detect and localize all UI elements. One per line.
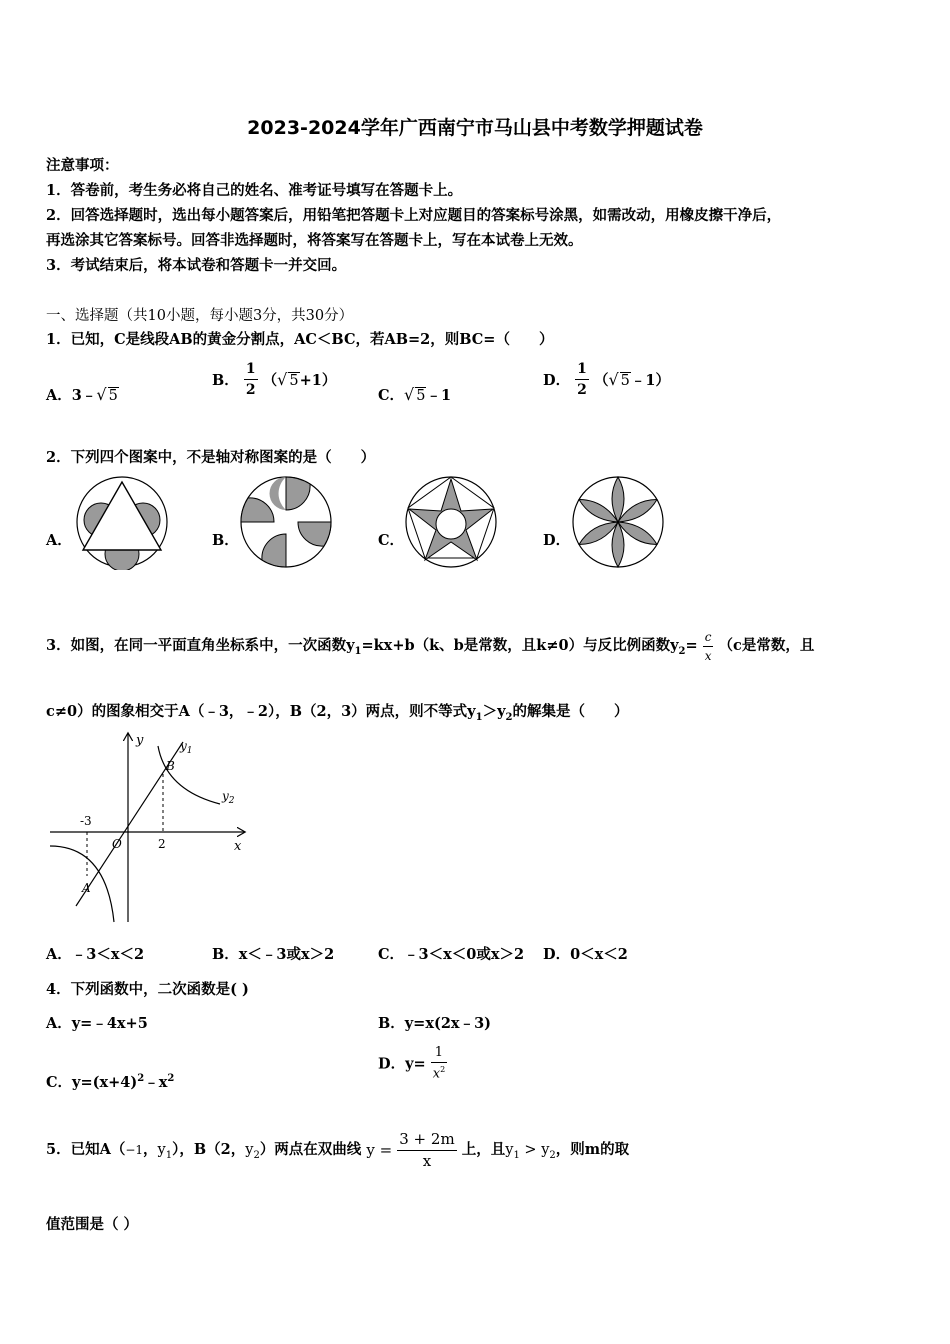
page-title: 2023-2024学年广西南宁市马山县中考数学押题试卷 <box>247 117 703 139</box>
label-origin: O <box>112 837 122 851</box>
q3-stem-line2: c≠0）的图象相交于A（﹣3，﹣2），B（2，3）两点，则不等式$y_1>y_2$的解集是（ ） <box>46 703 629 723</box>
q3-option-d: D．0＜x＜2 <box>543 946 628 963</box>
q2-label-c: C． <box>378 532 405 549</box>
q1-stem: 1．已知，C是线段AB的黄金分割点，AC＜BC，若AB=2，则BC=（ ） <box>46 331 554 348</box>
q1-option-a: A．3﹣√ 5 <box>46 385 118 404</box>
q2-figure-b <box>238 474 334 570</box>
q1-option-d: D． $\frac{1}{2}$ （√ 5﹣1） <box>543 361 670 398</box>
label-y1: $y_1$ <box>180 739 193 756</box>
q3-option-a: A．﹣3＜x＜2 <box>46 946 145 963</box>
q4-stem: 4．下列函数中，二次函数是( ) <box>46 981 249 998</box>
q1-option-c: C．√ 5﹣1 <box>378 385 452 404</box>
label-2: 2 <box>158 837 166 851</box>
label-b: B <box>166 759 175 773</box>
label-y: y <box>136 733 144 748</box>
q3-stem-line1: 3．如图，在同一平面直角坐标系中，一次函数$y_1=kx+b(k$、b是常数，且k≠0）与反比例函数$y_2=$ $\frac{c}{x}$ （c是常数，且 <box>46 629 815 663</box>
q4-option-a: A．y=﹣4x+5 <box>46 1015 148 1032</box>
label-neg3: -3 <box>80 814 92 828</box>
label-y2: $y_2$ <box>222 789 235 806</box>
notice-item-3: 3．考试结束后，将本试卷和答题卡一并交回。 <box>46 257 347 274</box>
q3-option-c: C．﹣3＜x＜0或x＞2 <box>378 946 525 963</box>
q2-label-d: D． <box>543 532 571 549</box>
q3-option-b: B．x＜﹣3或x＞2 <box>212 946 335 963</box>
section-heading: 一、选择题（共10小题，每小题3分，共30分） <box>46 308 354 324</box>
q2-figure-a <box>74 474 170 570</box>
q4-option-c: C．$y=(x+4)^2﹣x^2$ <box>46 1073 175 1091</box>
q2-label-a: A． <box>46 532 72 549</box>
q2-figure-c <box>403 474 499 570</box>
label-x: x <box>234 839 242 854</box>
notice-item-1: 1．答卷前，考生务必将自己的姓名、准考证号填写在答题卡上。 <box>46 182 463 199</box>
q5-stem-line2: 值范围是（ ） <box>46 1216 139 1233</box>
q3-graph <box>46 728 250 926</box>
label-a: A <box>82 881 91 895</box>
q4-option-d: D．y= $\frac{1}{x^2}$ <box>378 1045 446 1082</box>
q5-stem-line1: 5．已知A（−1，$y_1$），B（2，$y_2$）两点在双曲线 y = $\frac{3 + 2m}{x}$ 上，且$y_1 > y_2$，则m的取 <box>46 1129 630 1170</box>
notice-item-2: 2．回答选择题时，选出每小题答案后，用铅笔把答题卡上对应题目的答案标号涂黑，如需改动，用橡皮擦干净后， <box>46 207 782 224</box>
q4-option-b: B．y=x(2x﹣3) <box>378 1015 492 1032</box>
q2-label-b: B． <box>212 532 239 549</box>
notice-item-2-cont: 再选涂其它答案标号。回答非选择题时，将答案写在答题卡上，写在本试卷上无效。 <box>46 232 583 249</box>
q2-stem: 2．下列四个图案中，不是轴对称图案的是（ ） <box>46 449 376 466</box>
q2-figure-d <box>570 474 666 570</box>
q1-option-b: B． $\frac{1}{2}$ （√ 5+1） <box>212 361 337 398</box>
notice-heading: 注意事项： <box>46 157 119 174</box>
